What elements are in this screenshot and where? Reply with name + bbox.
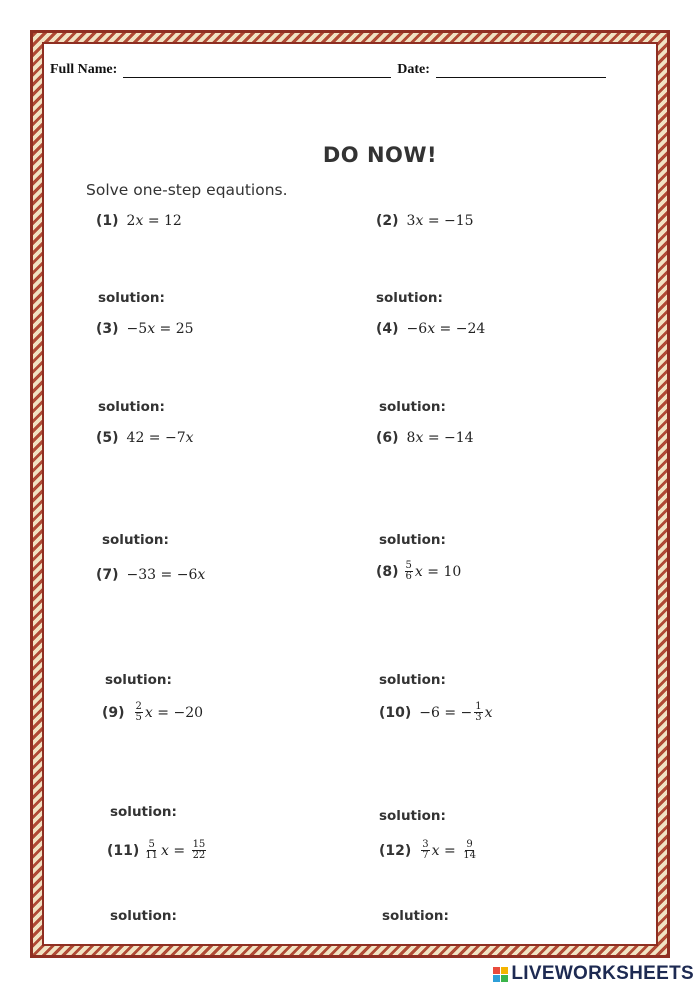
eq-part: = −15	[423, 213, 474, 229]
problem-number: (9)	[102, 704, 125, 721]
eq-variable: x	[147, 321, 156, 337]
date-label: Date:	[397, 62, 430, 77]
full-name-label: Full Name:	[50, 62, 118, 77]
problem-number: (12)	[379, 842, 412, 859]
eq-variable: x	[415, 213, 424, 229]
problem-12	[379, 840, 479, 861]
problem-number: (3)	[96, 321, 119, 337]
problem-1	[96, 213, 182, 229]
eq-part: =	[168, 842, 190, 859]
eq-part: 3	[406, 213, 416, 229]
problem-7	[96, 567, 205, 583]
header-row	[50, 62, 612, 78]
denominator: 14	[463, 850, 476, 861]
eq-variable: x	[197, 567, 206, 583]
problem-number: (10)	[379, 704, 412, 721]
eq-variable: x	[161, 842, 169, 859]
eq-part: −5	[126, 321, 148, 337]
numerator: 3	[422, 839, 429, 850]
eq-variable: x	[185, 430, 194, 446]
eq-part: = −24	[435, 321, 486, 337]
fraction	[462, 840, 477, 861]
eq-variable: x	[135, 213, 144, 229]
denominator: 22	[192, 850, 206, 861]
eq-variable: x	[414, 563, 423, 580]
page-title: DO NOW!	[322, 143, 438, 167]
denominator: 7	[422, 850, 429, 861]
problem-2	[376, 213, 474, 229]
problem-3	[96, 321, 194, 337]
fraction	[405, 561, 413, 582]
liveworksheets-logo-icon	[493, 967, 508, 982]
denominator: 11	[145, 850, 159, 861]
solution-label: solution:	[382, 908, 449, 924]
numerator: 15	[192, 839, 206, 850]
denominator: 5	[135, 712, 142, 723]
problem-9	[102, 702, 203, 723]
fraction	[135, 702, 143, 723]
fraction	[144, 840, 159, 861]
eq-part: 8	[406, 430, 416, 446]
eq-part: 42 = −7	[126, 430, 186, 446]
solution-label: solution:	[376, 290, 443, 306]
eq-part: = −14	[423, 430, 474, 446]
numerator: 9	[466, 839, 473, 850]
problem-number: (8)	[376, 563, 399, 580]
numerator: 5	[148, 839, 155, 850]
eq-variable: x	[415, 430, 424, 446]
problem-number: (1)	[96, 213, 119, 229]
eq-part: −33 = −6	[126, 567, 198, 583]
eq-part: −6 = −	[419, 704, 473, 721]
solution-label: solution:	[105, 672, 172, 688]
eq-variable: x	[144, 704, 153, 721]
problem-number: (4)	[376, 321, 399, 337]
eq-part: = 12	[143, 213, 182, 229]
problem-11	[107, 840, 208, 861]
liveworksheets-wordmark: LIVEWORKSHEETS	[511, 963, 694, 984]
denominator: 6	[405, 571, 412, 582]
problem-number: (11)	[107, 842, 140, 859]
problem-10	[379, 702, 493, 723]
solution-label: solution:	[379, 532, 446, 548]
problem-4	[376, 321, 485, 337]
problem-number: (7)	[96, 567, 119, 583]
solution-label: solution:	[379, 808, 446, 824]
solution-label: solution:	[102, 532, 169, 548]
problem-number: (6)	[376, 430, 399, 446]
solution-label: solution:	[98, 399, 165, 415]
fraction	[421, 840, 429, 861]
numerator: 2	[135, 701, 142, 712]
eq-variable: x	[427, 321, 436, 337]
solution-label: solution:	[110, 804, 177, 820]
solution-label: solution:	[110, 908, 177, 924]
full-name-line[interactable]	[123, 65, 391, 78]
numerator: 1	[475, 701, 482, 712]
problem-number: (2)	[376, 213, 399, 229]
solution-label: solution:	[379, 399, 446, 415]
liveworksheets-logo	[493, 963, 694, 985]
eq-part: = 25	[155, 321, 194, 337]
solution-label: solution:	[98, 290, 165, 306]
instruction-text: Solve one-step eqautions.	[86, 181, 288, 199]
denominator: 3	[475, 712, 482, 723]
eq-part: −6	[406, 321, 428, 337]
fraction	[474, 702, 482, 723]
fraction	[192, 840, 207, 861]
eq-variable: x	[431, 842, 440, 859]
eq-variable: x	[484, 704, 493, 721]
problem-6	[376, 430, 474, 446]
eq-part: = −20	[152, 704, 204, 721]
problem-number: (5)	[96, 430, 119, 446]
eq-part: = 10	[422, 563, 462, 580]
problem-8	[376, 561, 461, 582]
date-line[interactable]	[436, 65, 606, 78]
numerator: 5	[405, 560, 412, 571]
problem-5	[96, 430, 194, 446]
solution-label: solution:	[379, 672, 446, 688]
eq-part: =	[439, 842, 461, 859]
eq-part: 2	[126, 213, 136, 229]
